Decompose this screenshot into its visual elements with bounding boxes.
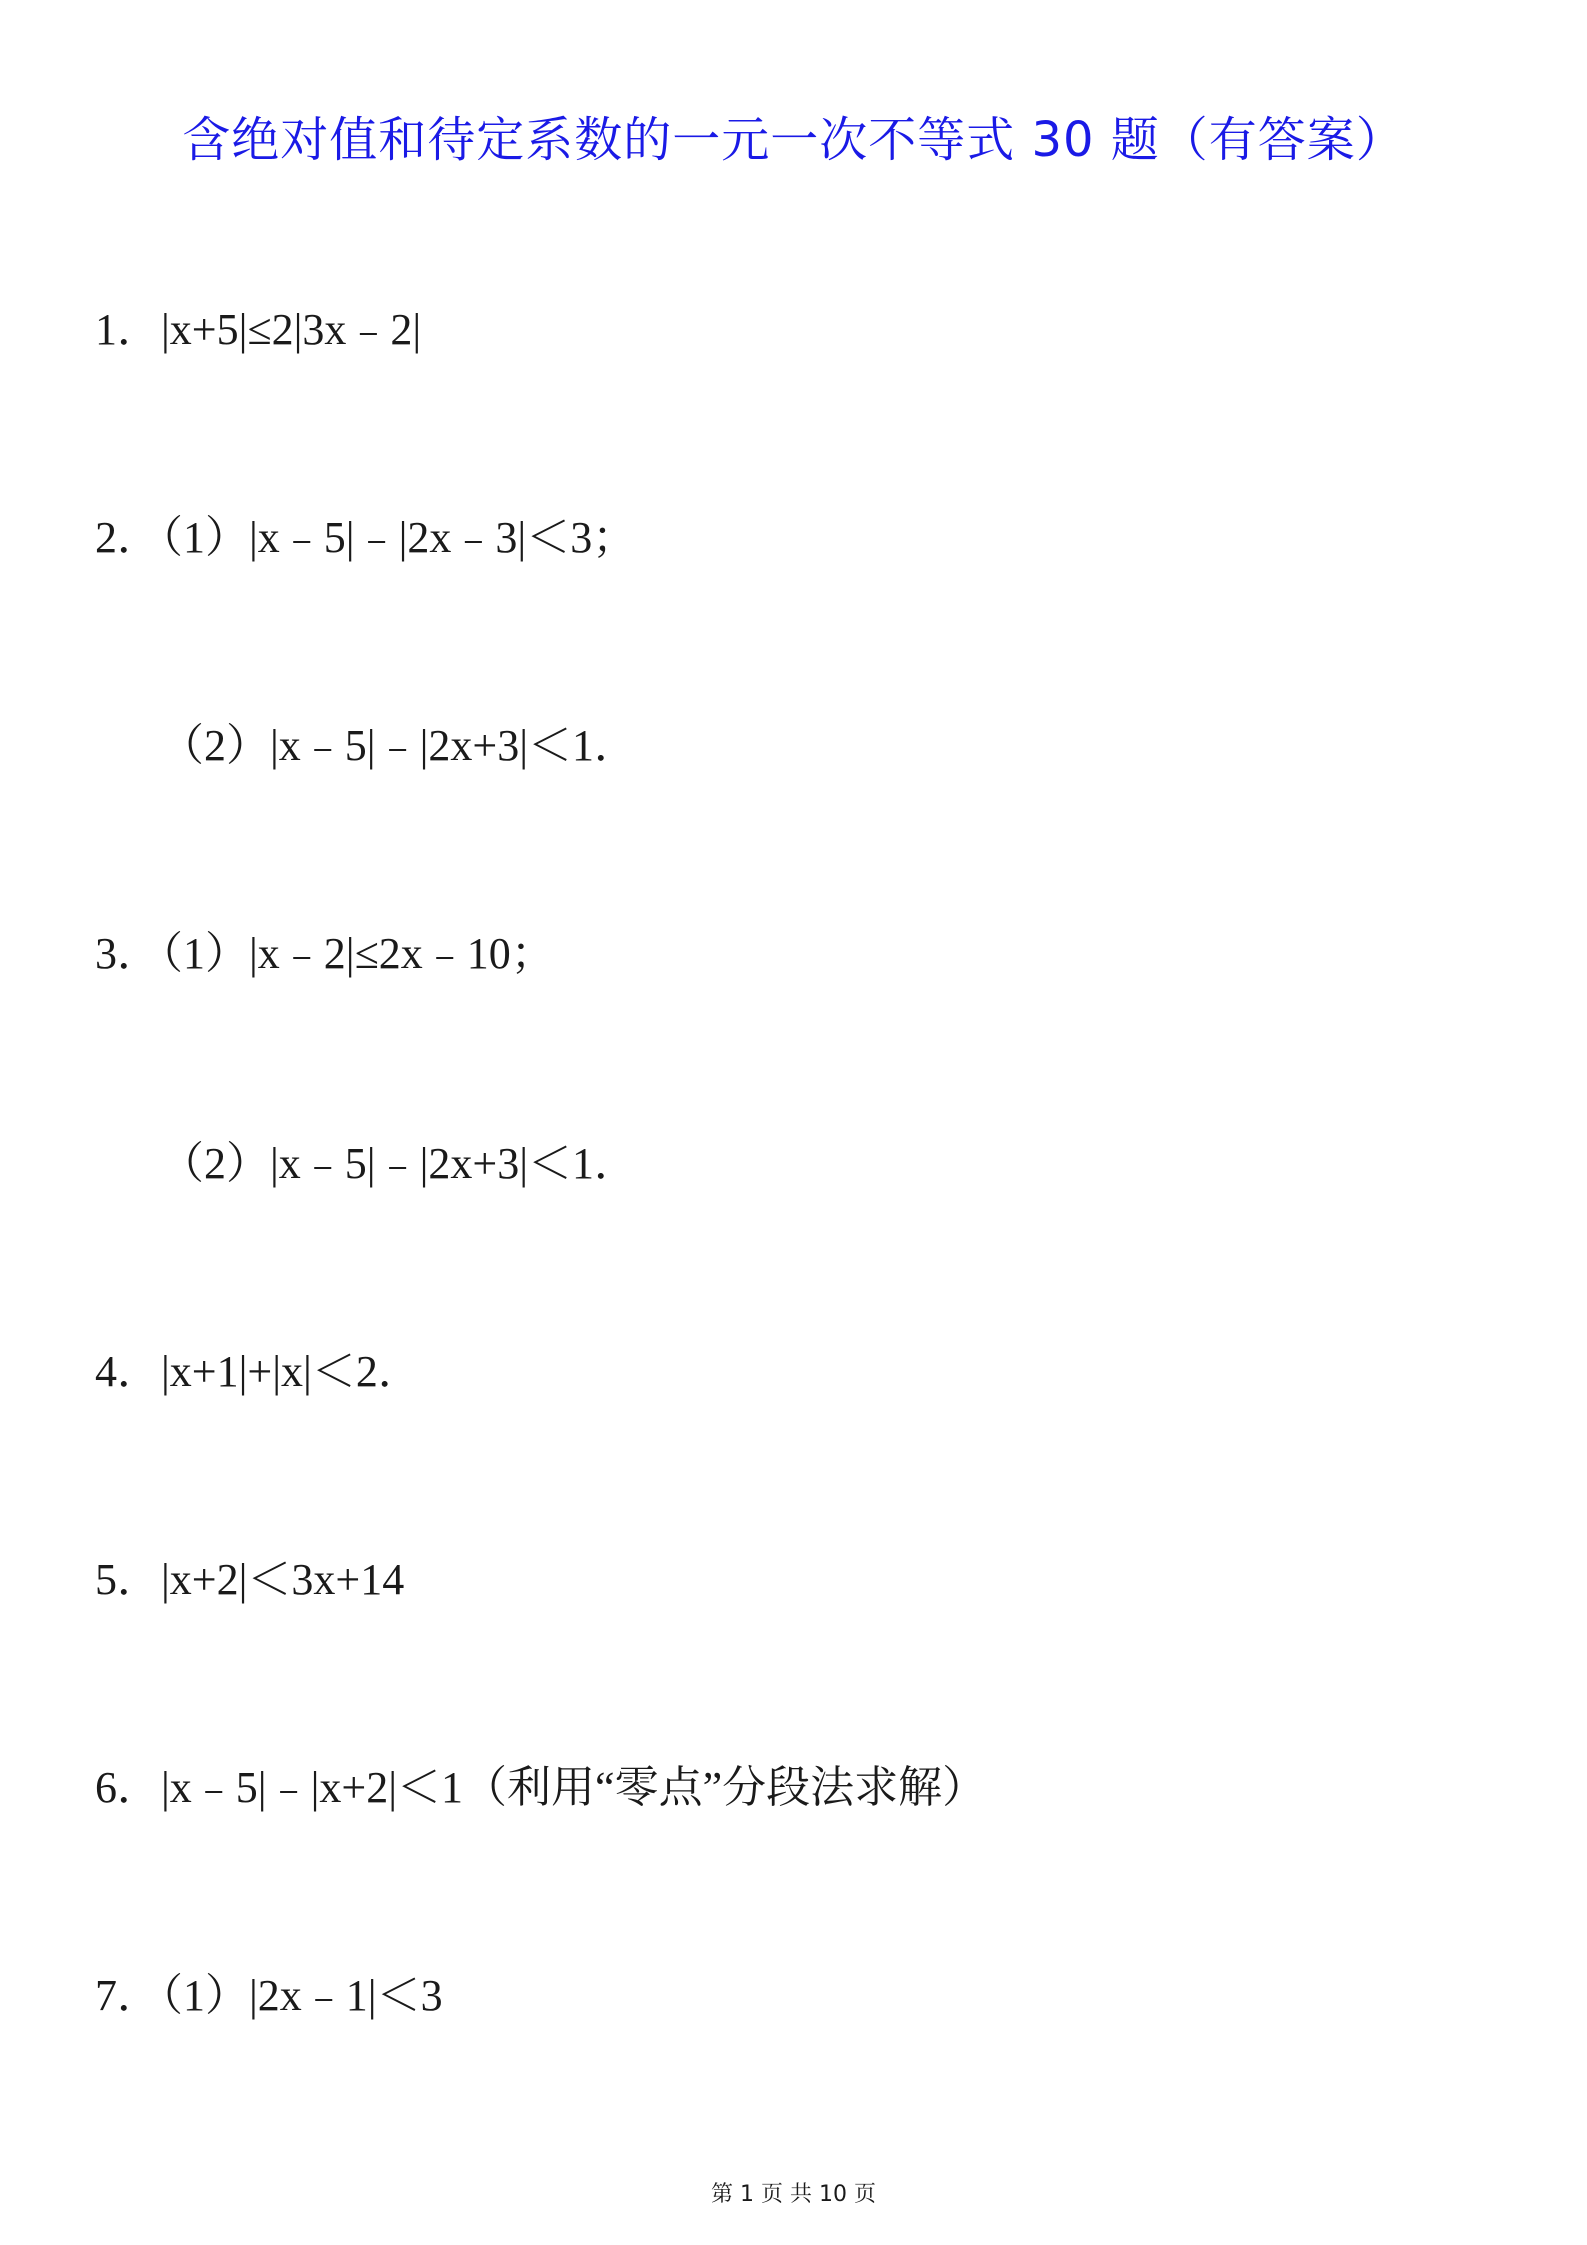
problem-3-part-2: （2）|x﹣5|﹣|2x+3|＜1． — [160, 1139, 639, 1188]
problem-6: 6．|x﹣5|﹣|x+2|＜1（利用“零点”分段法求解） — [95, 1763, 987, 1812]
problem-1: 1．|x+5|≤2|3x﹣2| — [95, 305, 422, 354]
problem-4: 4．|x+1|+|x|＜2． — [95, 1347, 422, 1396]
page-title: 含绝对值和待定系数的一元一次不等式 30 题（有答案） — [182, 112, 1405, 168]
problem-2-part-1: 2．（1）|x﹣5|﹣|2x﹣3|＜3； — [95, 513, 637, 562]
page-footer: 第 1 页 共 10 页 — [711, 2182, 876, 2207]
problem-5: 5．|x+2|＜3x+14 — [95, 1555, 405, 1604]
problem-3-part-1: 3．（1）|x﹣2|≤2x﹣10； — [95, 929, 555, 978]
problem-7-part-1: 7．（1）|2x﹣1|＜3 — [95, 1971, 443, 2020]
problem-2-part-2: （2）|x﹣5|﹣|2x+3|＜1． — [160, 721, 639, 770]
